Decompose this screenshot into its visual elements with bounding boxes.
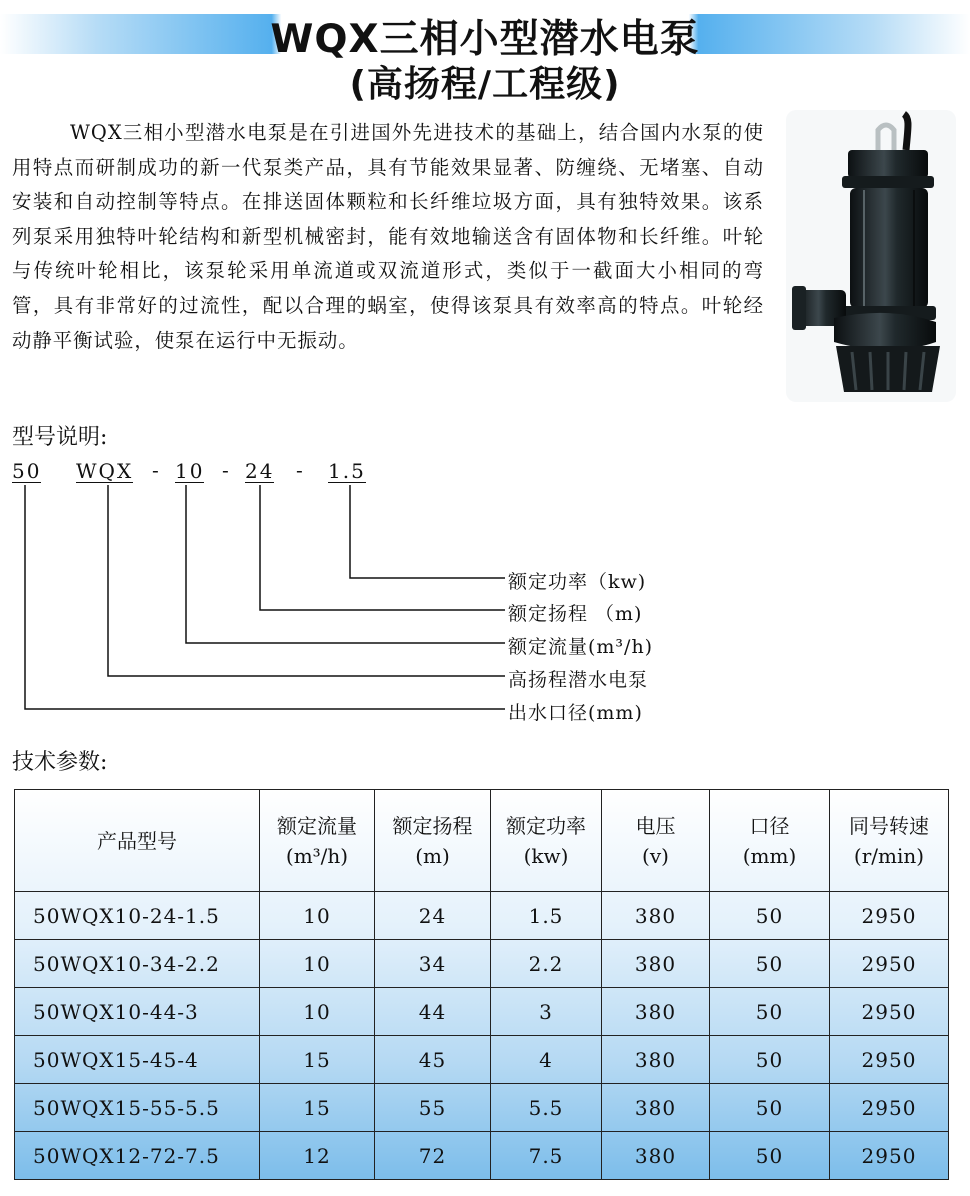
header-power: 额定功率 (kw) xyxy=(491,790,602,892)
cell-head: 34 xyxy=(375,940,491,988)
cell-flow: 12 xyxy=(260,1132,375,1180)
cell-voltage: 380 xyxy=(602,892,710,940)
header-diameter: 口径 (mm) xyxy=(710,790,830,892)
spec-section-heading: 技术参数: xyxy=(12,750,108,775)
leader-line-power xyxy=(350,485,505,578)
cell-model: 50WQX12-72-7.5 xyxy=(15,1132,260,1180)
cell-head: 45 xyxy=(375,1036,491,1084)
table-row xyxy=(15,1132,949,1180)
cell-flow: 10 xyxy=(260,940,375,988)
cell-power: 3 xyxy=(491,988,602,1036)
cell-diameter: 50 xyxy=(710,988,830,1036)
leader-line-flow xyxy=(186,485,505,643)
cell-diameter: 50 xyxy=(710,1132,830,1180)
cell-flow: 10 xyxy=(260,892,375,940)
legend-series: 高扬程潜水电泵 xyxy=(508,669,649,691)
cell-diameter: 50 xyxy=(710,1036,830,1084)
cell-model: 50WQX15-55-5.5 xyxy=(15,1084,260,1132)
cell-voltage: 380 xyxy=(602,1084,710,1132)
cell-head: 24 xyxy=(375,892,491,940)
cell-model: 50WQX10-44-3 xyxy=(15,988,260,1036)
cell-diameter: 50 xyxy=(710,892,830,940)
header-speed: 同号转速 (r/min) xyxy=(830,790,949,892)
header-voltage: 电压 (v) xyxy=(602,790,710,892)
header-head: 额定扬程 (m) xyxy=(375,790,491,892)
cell-speed: 2950 xyxy=(830,940,949,988)
code-series: WQX xyxy=(76,459,134,483)
legend-power: 额定功率（kw) xyxy=(508,571,647,593)
spec-table xyxy=(14,789,949,1180)
model-section-heading: 型号说明: xyxy=(12,425,108,450)
code-diameter: 50 xyxy=(12,459,42,483)
cell-flow: 15 xyxy=(260,1084,375,1132)
code-separator: - xyxy=(152,458,159,482)
leader-line-series xyxy=(108,485,505,676)
table-row xyxy=(15,988,949,1036)
cell-voltage: 380 xyxy=(602,1036,710,1084)
cell-speed: 2950 xyxy=(830,1084,949,1132)
submersible-pump-icon xyxy=(786,110,956,402)
table-row xyxy=(15,940,949,988)
cell-power: 2.2 xyxy=(491,940,602,988)
table-row xyxy=(15,1036,949,1084)
code-separator: - xyxy=(296,458,303,482)
legend-head: 额定扬程 （m) xyxy=(508,603,643,625)
cell-model: 50WQX10-34-2.2 xyxy=(15,940,260,988)
cell-speed: 2950 xyxy=(830,1036,949,1084)
legend-diameter: 出水口径(mm) xyxy=(508,702,643,724)
cell-voltage: 380 xyxy=(602,988,710,1036)
page-subtitle: (高扬程/工程级) xyxy=(349,64,621,105)
cell-head: 55 xyxy=(375,1084,491,1132)
cell-head: 44 xyxy=(375,988,491,1036)
cell-power: 1.5 xyxy=(491,892,602,940)
cell-power: 5.5 xyxy=(491,1084,602,1132)
table-row xyxy=(15,892,949,940)
page-title: WQX三相小型潜水电泵 xyxy=(270,17,700,62)
cell-power: 4 xyxy=(491,1036,602,1084)
table-header-row xyxy=(15,790,949,892)
code-separator: - xyxy=(222,458,229,482)
cell-speed: 2950 xyxy=(830,988,949,1036)
intro-paragraph: WQX三相小型潜水电泵是在引进国外先进技术的基础上，结合国内水泵的使用特点而研制成功的新一代泵类产品，具有节能效果显著、防缠绕、无堵塞、自动安装和自动控制等特点。在排送固体颗粒和长纤维垃圾方面，具有独特效果。该系列泵采用独特叶轮结构和新型机械密封，能有效地输送含有固体物和长纤维。叶轮与传统叶轮相比，该泵轮采用单流道或双流道形式，类似于一截面大小相同的弯管，具有非常好的过流性，配以合理的蜗室，使得该泵具有效率高的特点。叶轮经动静平衡试验，使泵在运行中无振动。 xyxy=(12,121,764,352)
cell-head: 72 xyxy=(375,1132,491,1180)
pump-product-image xyxy=(786,110,956,402)
leader-line-head xyxy=(260,485,505,610)
table-row xyxy=(15,1084,949,1132)
code-head: 24 xyxy=(245,459,275,483)
cell-power: 7.5 xyxy=(491,1132,602,1180)
cell-flow: 15 xyxy=(260,1036,375,1084)
cell-diameter: 50 xyxy=(710,1084,830,1132)
cell-speed: 2950 xyxy=(830,1132,949,1180)
model-code-leader-lines xyxy=(0,480,520,720)
header-model: 产品型号 xyxy=(15,790,260,892)
code-power: 1.5 xyxy=(328,459,366,483)
cell-voltage: 380 xyxy=(602,940,710,988)
cell-model: 50WQX10-24-1.5 xyxy=(15,892,260,940)
code-flow: 10 xyxy=(175,459,205,483)
cell-diameter: 50 xyxy=(710,940,830,988)
legend-flow: 额定流量(m³/h) xyxy=(508,636,654,658)
cell-flow: 10 xyxy=(260,988,375,1036)
header-flow: 额定流量 (m³/h) xyxy=(260,790,375,892)
cell-model: 50WQX15-45-4 xyxy=(15,1036,260,1084)
cell-voltage: 380 xyxy=(602,1132,710,1180)
cell-speed: 2950 xyxy=(830,892,949,940)
